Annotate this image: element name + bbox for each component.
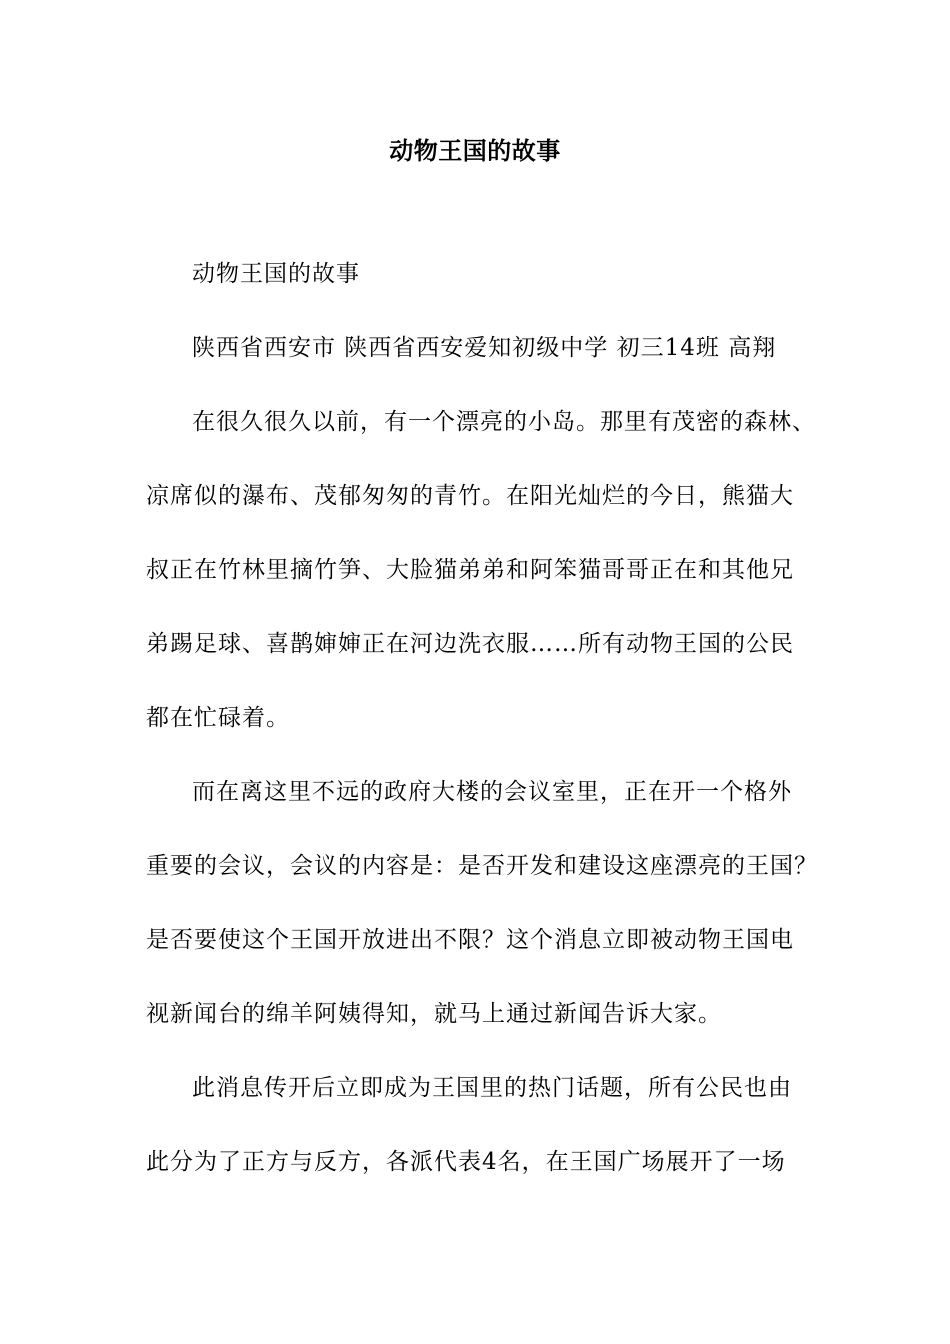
document-body <box>146 256 826 1218</box>
paragraph-1 <box>146 404 826 737</box>
paragraph-line: 凉席似的瀑布、茂郁匆匆的青竹。在阳光灿烂的今日，熊猫大 <box>146 483 794 509</box>
paragraph-line: 重要的会议，会议的内容是：是否开发和建设这座漂亮的王国？ <box>146 853 818 879</box>
subtitle-line: 动物王国的故事 <box>192 261 360 287</box>
paragraph-line: 是否要使这个王国开放进出不限？这个消息立即被动物王国电 <box>146 927 794 953</box>
paragraph-2 <box>146 774 826 1033</box>
document-title: 动物王国的故事 <box>389 137 561 165</box>
paragraph-line: 都在忙碌着。 <box>146 705 290 731</box>
paragraph-line: 此分为了正方与反方，各派代表4名，在王国广场展开了一场 <box>146 1149 786 1175</box>
paragraph-line: 在很久很久以前，有一个漂亮的小岛。那里有茂密的森林、 <box>192 409 816 435</box>
paragraph-line: 弟踢足球、喜鹊婶婶正在河边洗衣服……所有动物王国的公民 <box>146 631 794 657</box>
paragraph-line: 此消息传开后立即成为王国里的热门话题，所有公民也由 <box>192 1075 792 1101</box>
paragraph-line: 叔正在竹林里摘竹笋、大脸猫弟弟和阿笨猫哥哥正在和其他兄 <box>146 557 794 583</box>
paragraph-3 <box>146 1070 826 1181</box>
author-line: 陕西省西安市 陕西省西安爱知初级中学 初三14班 高翔 <box>192 335 777 361</box>
paragraph-line: 而在离这里不远的政府大楼的会议室里，正在开一个格外 <box>192 779 792 805</box>
paragraph-line: 视新闻台的绵羊阿姨得知，就马上通过新闻告诉大家。 <box>146 1001 722 1027</box>
